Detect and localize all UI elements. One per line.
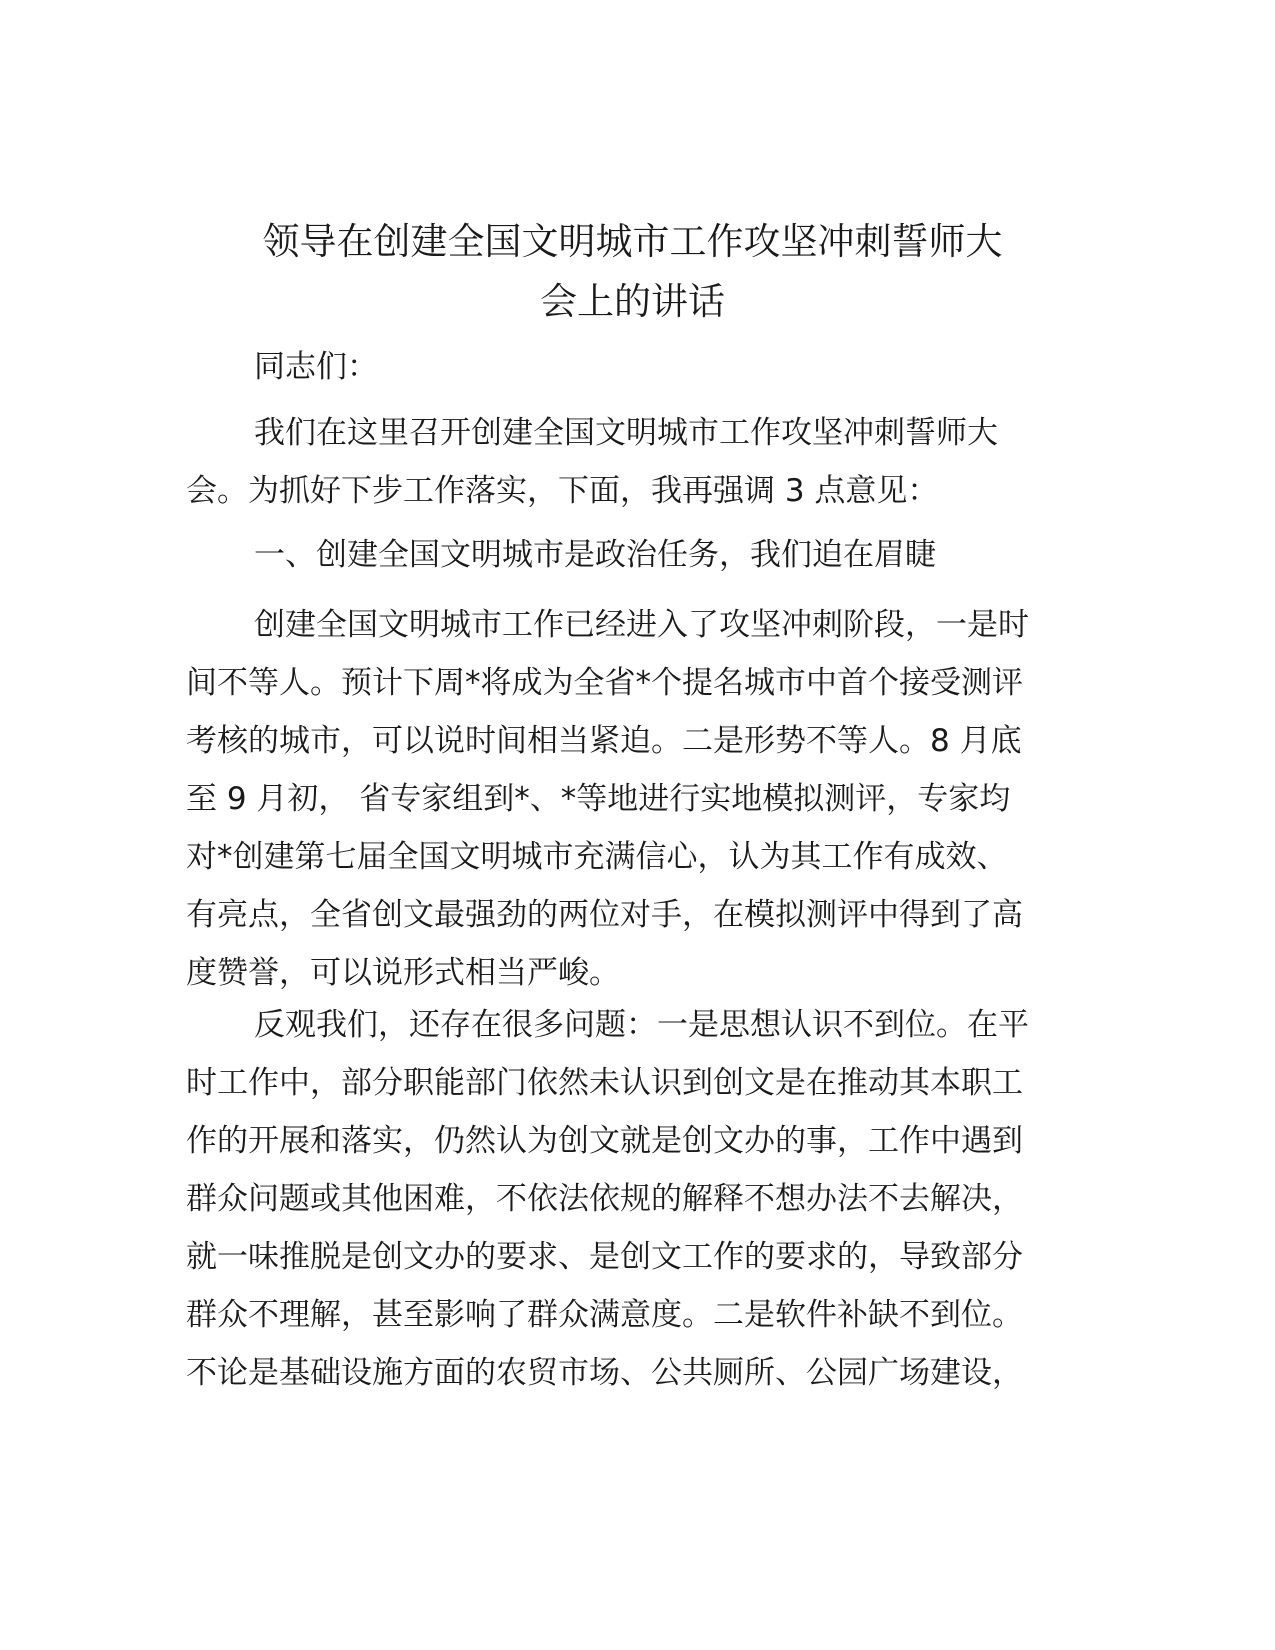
paragraph-line: 会。为抓好下步工作落实，下面，我再强调 3 点意见： <box>186 473 939 509</box>
title-line-1: 领导在创建全国文明城市工作攻坚冲刺誓师大 <box>262 220 1003 263</box>
paragraph-problems <box>186 996 1088 1402</box>
paragraph-opening <box>186 404 1088 520</box>
paragraph-line: 群众问题或其他困难，不依法依规的解释不想办法不去解决， <box>186 1181 1023 1217</box>
paragraph-line: 反观我们，还存在很多问题：一是思想认识不到位。在平 <box>254 1007 1029 1043</box>
paragraph-line: 考核的城市，可以说时间相当紧迫。二是形势不等人。8 月底 <box>186 723 1022 759</box>
paragraph-line: 有亮点，全省创文最强劲的两位对手，在模拟测评中得到了高 <box>186 897 1023 933</box>
title-line-2: 会上的讲话 <box>540 280 725 323</box>
paragraph-situation <box>186 596 1088 1002</box>
paragraph-line: 间不等人。预计下周*将成为全省*个提名城市中首个接受测评 <box>186 665 1023 701</box>
section-heading: 一、创建全国文明城市是政治任务，我们迫在眉睫 <box>254 537 936 573</box>
section-heading-1 <box>186 526 1088 584</box>
paragraph-line: 度赞誉，可以说形式相当严峻。 <box>186 955 620 991</box>
paragraph-line: 就一味推脱是创文办的要求、是创文工作的要求的，导致部分 <box>186 1239 1023 1275</box>
paragraph-line: 我们在这里召开创建全国文明城市工作攻坚冲刺誓师大 <box>254 415 998 451</box>
paragraph-line: 不论是基础设施方面的农贸市场、公共厕所、公园广场建设， <box>186 1355 1023 1391</box>
salutation: 同志们： <box>254 349 378 385</box>
salutation-paragraph <box>186 338 1088 396</box>
paragraph-line: 至 9 月初， 省专家组到*、*等地进行实地模拟测评，专家均 <box>186 781 1011 817</box>
paragraph-line: 作的开展和落实，仍然认为创文就是创文办的事，工作中遇到 <box>186 1123 1023 1159</box>
paragraph-line: 时工作中，部分职能部门依然未认识到创文是在推动其本职工 <box>186 1065 1023 1101</box>
paragraph-line: 对*创建第七届全国文明城市充满信心，认为其工作有成效、 <box>186 839 1008 875</box>
document-title <box>180 212 1085 332</box>
paragraph-line: 创建全国文明城市工作已经进入了攻坚冲刺阶段，一是时 <box>254 607 1029 643</box>
paragraph-line: 群众不理解，甚至影响了群众满意度。二是软件补缺不到位。 <box>186 1297 1023 1333</box>
